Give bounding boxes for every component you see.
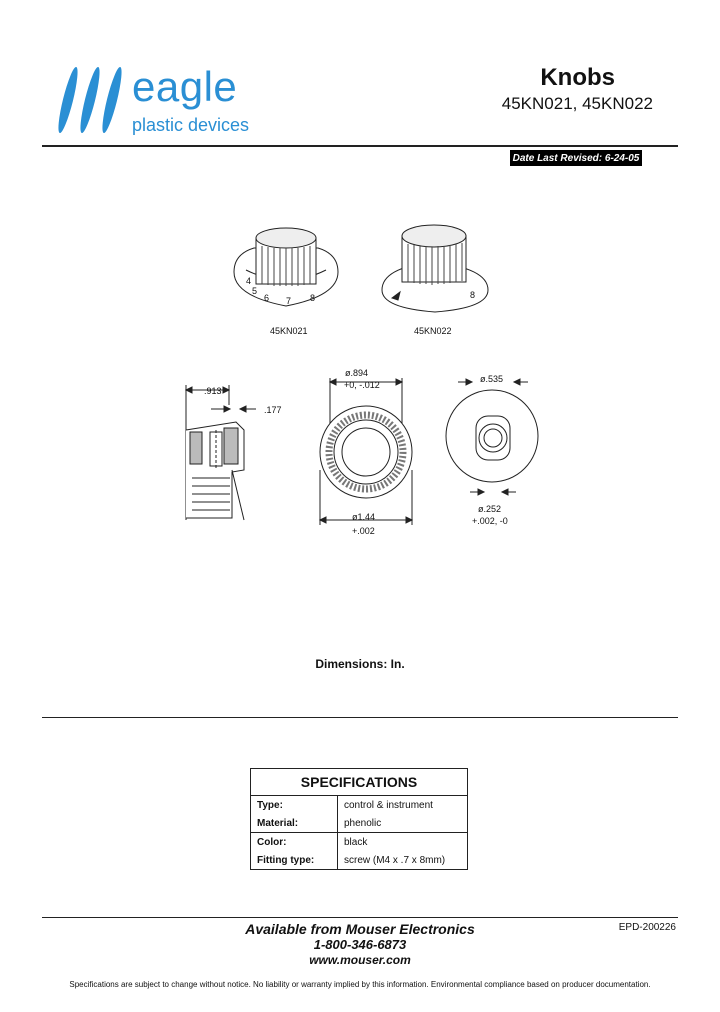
dim-height: .913 [204,386,222,396]
disclaimer-text: Specifications are subject to change without notice. No liability or warranty implied by this information. Environmental compliance based on producer documentation. [69,980,651,989]
website-link[interactable]: www.mouser.com [309,953,411,967]
spec-label: Color: [251,833,338,852]
section-divider [42,717,678,718]
revised-date: 6-24-05 [604,152,640,164]
dim-shaft-diameter: ø.252 [478,504,502,514]
spec-value: control & instrument [344,799,433,811]
spec-value: black [344,836,368,848]
logo-stripes-icon [52,62,130,142]
spec-label: Type: [251,796,338,815]
revised-label: Date Last Revised: [512,152,603,164]
dim-outer-tolerance: +.002 [352,526,375,536]
front-view [320,378,412,525]
header-divider [42,145,678,147]
spec-label: Fitting type: [251,851,338,870]
footer-divider [42,917,678,918]
document-number: EPD-200226 [618,922,676,933]
dim-shaft-tolerance: +.002, -0 [472,516,508,526]
scale-digit-6: 6 [264,293,270,303]
back-view [446,379,538,495]
spec-header-row [251,769,468,796]
dim-bore-diameter: ø.535 [480,374,504,384]
part-label-45kn022: 45KN022 [414,326,452,336]
spec-title: SPECIFICATIONS [251,769,468,796]
revised-badge [510,150,642,166]
spec-value: screw (M4 x .7 x 8mm) [344,854,446,866]
dim-inner-tolerance: +0, -.012 [344,380,380,390]
spec-row-type [251,796,468,815]
knob-45kn021-illustration [234,228,338,306]
dim-inner-diameter: ø.894 [345,368,369,378]
dim-depth: .177 [264,405,282,415]
availability-text: Available from Mouser Electronics [245,921,475,937]
part-label-45kn021: 45KN021 [270,326,308,336]
page-title: Knobs [540,64,615,91]
phone-number: 1-800-346-6873 [313,937,407,952]
scale-digit-4: 4 [246,276,252,286]
scale-digit-8-b: 8 [470,290,476,300]
scale-digit-7: 7 [286,296,292,306]
spec-value: phenolic [338,814,468,833]
spec-row-material [251,814,468,833]
scale-digit-5: 5 [252,286,258,296]
brand-name: eagle [132,63,238,110]
spec-row-fitting [251,851,468,870]
scale-digit-8: 8 [310,293,316,303]
dim-outer-diameter: ø1.44 [352,512,376,522]
spec-label: Material: [251,814,338,833]
brand-tagline: plastic devices [132,115,250,135]
technical-drawing [0,200,720,540]
spec-row-color [251,833,468,852]
specifications-table [250,768,468,870]
dimensions-caption: Dimensions: In. [315,657,405,671]
eagle-logo [52,62,282,142]
side-section-view [186,385,256,520]
part-numbers: 45KN021, 45KN022 [501,94,653,113]
